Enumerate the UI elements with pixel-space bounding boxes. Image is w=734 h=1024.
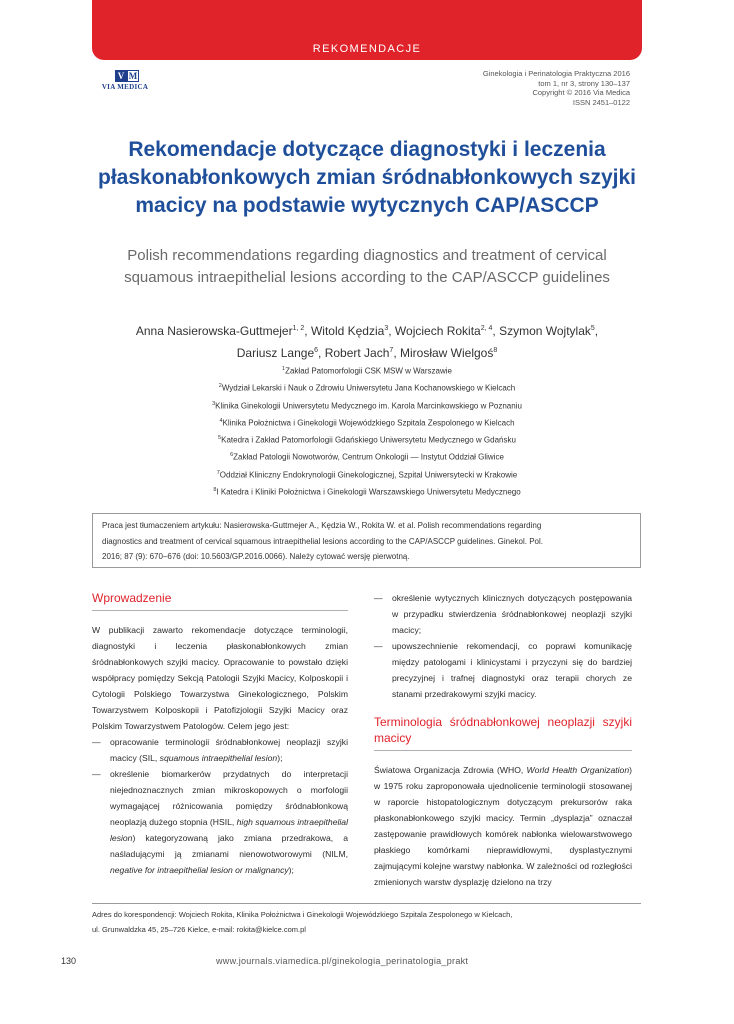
affiliation-item — [92, 362, 642, 379]
author-separator: , — [492, 324, 500, 338]
goal-term: squamous intraepithelial lesion — [159, 753, 278, 763]
publisher-logo — [95, 70, 155, 94]
goal-text: opracowanie terminologii śródnabłonkowej neoplazji szyjki macicy (SIL, — [110, 737, 348, 763]
author-affiliation-ref: 6 — [314, 347, 319, 354]
author-name: Robert Jach — [324, 346, 390, 360]
affiliation-text: Katedra i Zakład Patomorfologii Gdańskiego Uniwersytetu Medycznego w Gdańsku — [221, 435, 516, 445]
terminology-paragraph — [374, 762, 632, 890]
journal-volume: tom 1, nr 3, strony 130–137 — [538, 78, 630, 88]
section-label: REKOMENDACJE — [312, 43, 422, 55]
goal-item — [92, 766, 348, 878]
affiliation-number: 2 — [218, 383, 222, 390]
affiliation-text: Klinika Położnictwa i Ginekologii Wojewódzkiego Szpitala Zespolonego w Kielcach — [222, 418, 515, 428]
affiliation-list — [92, 362, 642, 500]
logo-mark — [115, 70, 139, 83]
goal-term: negative for intraepithelial lesion or malignancy — [110, 865, 289, 875]
section-divider — [92, 610, 348, 611]
author-affiliation-ref: 7 — [389, 347, 394, 354]
correspondence-line-2: ul. Grunwaldzka 45, 25–726 Kielce, e-mail: rokita@kielce.com.pl — [92, 925, 306, 934]
goal-item — [92, 734, 348, 766]
affiliation-text: Zakład Patomorfologii CSK MSW w Warszawie — [285, 366, 452, 376]
author-line-2 — [92, 341, 642, 363]
subtitle-line-1: Polish recommendations regarding diagnostics and treatment of cervical — [127, 247, 607, 264]
author-affiliation-ref: 3 — [384, 325, 389, 332]
affiliation-text: Oddział Kliniczny Endokrynologii Ginekologicznej, Szpital Uniwersytecki w Krakowie — [219, 470, 518, 480]
section-heading-terminology: Terminologia śródnabłonkowej neoplazji szyjki macicy — [374, 715, 632, 745]
journal-copyright: Copyright © 2016 Via Medica — [532, 88, 630, 97]
author-separator: , — [594, 324, 599, 338]
note-line-2: diagnostics and treatment of cervical squamous intraepithelial lesions according to the CAP/ASCCP guidelines. Ginekol. Pol. — [102, 536, 543, 546]
section-divider — [374, 750, 632, 751]
affiliation-text: Zakład Patologii Nowotworów, Centrum Onkologii — Instytut Oddział Gliwice — [233, 452, 504, 462]
paragraph-text: ) w 1975 roku zaproponowała ujednolicenie terminologii stosowanej w raporcie histopatologicznym dotyczącym prekursorów raka płaskonabłonkowego szyjki macicy. Termin „dysplazja” oznaczał zastępowanie prawidłowych komórek nabłonka wielowarstwowego płaskiego komórkami nieprawidłowymi, dysplastycznymi zajmującymi kolejne warstwy nabłonka. W zależności od rozległości zmienionych warstw dysplazję dzielono na trzy — [374, 765, 632, 887]
author-list — [92, 319, 642, 363]
journal-info — [483, 69, 630, 107]
translation-note — [92, 513, 641, 568]
affiliation-number: 1 — [282, 366, 286, 372]
affiliation-text: Klinika Ginekologii Uniwersytetu Medycznego im. Karola Marcinkowskiego w Poznaniu — [215, 401, 522, 411]
goal-text: ) kategoryzowaną jako zmiana przedrakowa, a naśladującymi ją zmianami nienowotworowymi (NILM, — [110, 833, 348, 859]
affiliation-item — [92, 448, 642, 465]
affiliation-item — [92, 414, 642, 431]
paragraph-text: Światowa Organizacja Zdrowia (WHO, — [374, 765, 527, 775]
author-name: Witold Kędzia — [310, 324, 385, 338]
goal-term: high squamous intraepithelial lesion — [110, 817, 348, 843]
affiliation-number: 5 — [218, 435, 222, 441]
author-affiliation-ref: 1, 2 — [292, 325, 305, 332]
title-line-3: macicy na podstawie wytycznych CAP/ASCCP — [135, 194, 599, 217]
subtitle-line-2: squamous intraepithelial lesions according to the CAP/ASCCP guidelines — [124, 269, 610, 286]
header-banner — [92, 0, 642, 60]
affiliation-text: Wydział Lekarski i Nauk o Zdrowiu Uniwersytetu Jana Kochanowskiego w Kielcach — [221, 383, 516, 393]
paragraph-term: World Health Organization — [526, 765, 630, 775]
logo-box-m: M — [128, 71, 138, 81]
author-separator: , — [304, 324, 311, 338]
affiliation-item — [92, 431, 642, 448]
affiliation-item — [92, 379, 642, 396]
correspondence-address — [92, 903, 641, 937]
affiliation-item — [92, 397, 642, 414]
author-affiliation-ref: 2, 4 — [480, 325, 493, 332]
goal-text: określenie biomarkerów przydatnych do interpretacji niejednoznacznych zmian mikroskopowych o morfologii wymagającej różnicowania pomiędzy śródnabłonkową neoplazją dużego stopnia (HSIL, — [110, 769, 348, 827]
author-name: Mirosław Wielgoś — [399, 346, 494, 360]
author-separator: , — [388, 324, 395, 338]
author-name: Dariusz Lange — [236, 346, 315, 360]
correspondence-line-1: Adres do korespondencji: Wojciech Rokita, Klinika Położnictwa i Ginekologii Wojewódzkiego Szpitala Zespolonego w Kielcach, — [92, 910, 513, 919]
logo-box-v: V — [115, 70, 127, 82]
title-line-1: Rekomendacje dotyczące diagnostyki i leczenia — [128, 138, 606, 161]
goals-list — [92, 734, 348, 878]
author-name: Wojciech Rokita — [394, 324, 481, 338]
journal-issn: ISSN 2451–0122 — [572, 97, 630, 107]
left-column — [92, 590, 348, 878]
affiliation-number: 7 — [216, 469, 220, 476]
author-name: Anna Nasierowska-Guttmejer — [135, 324, 293, 338]
affiliation-number: 3 — [212, 400, 216, 407]
logo-text: VIA MEDICA — [101, 83, 149, 91]
affiliation-number: 6 — [230, 452, 234, 459]
author-affiliation-ref: 8 — [493, 347, 498, 354]
note-line-1: Praca jest tłumaczeniem artykułu: Nasierowska-Guttmejer A., Kędzia W., Rokita W. et al. Polish recommendations regarding — [102, 521, 542, 530]
intro-paragraph: W publikacji zawarto rekomendacje dotyczące terminologii, diagnostyki i leczenia płaskonabłonkowych zmian śródnabłonkowych szyjki macicy. Opracowanie to powstało dzięki współpracy pomiędzy Sekcją Patologii Szyjki Macicy, Kolposkopii i Cytologii Polskiego Towarzystwa Ginekologicznego, Polskim Towarzystwem Kolposkopii i Patofizjologii Szyjki Macicy oraz Polskim Towarzystwem Patologów. Celem jego jest: — [92, 625, 348, 731]
affiliation-number: 8 — [213, 486, 217, 493]
journal-name: Ginekologia i Perinatologia Praktyczna 2016 — [482, 69, 630, 78]
page-number: 130 — [61, 956, 77, 966]
affiliation-item — [92, 466, 642, 483]
author-name: Szymon Wojtylak — [499, 324, 591, 338]
affiliation-text: I Katedra i Kliniki Położnictwa i Ginekologii Warszawskiego Uniwersytetu Medycznego — [216, 487, 521, 497]
note-line-3: 2016; 87 (9): 670–676 (doi: 10.5603/GP.2016.0066). Należy cytować wersję pierwotną. — [102, 552, 410, 561]
article-title — [92, 136, 642, 220]
goal-text: ); — [288, 865, 294, 875]
author-line-1 — [92, 319, 642, 341]
english-title — [92, 245, 642, 289]
affiliation-item — [92, 483, 642, 500]
journal-url-link[interactable]: www.journals.viamedica.pl/ginekologia_perinatologia_prakt — [216, 956, 469, 966]
author-separator: , — [318, 346, 325, 360]
affiliation-number: 4 — [219, 417, 223, 424]
title-line-2: płaskonabłonkowych zmian śródnabłonkowych szyjki — [98, 166, 636, 189]
goal-item: — upowszechnienie rekomendacji, co poprawi komunikację między patologami i klinicystami i przyczyni się do bardziej precyzyjnej i trafnej diagnostyki oraz terapii chorych ze stanami przedrakowymi szyjki macicy. — [374, 638, 632, 702]
right-column — [374, 590, 632, 890]
author-affiliation-ref: 5 — [590, 325, 595, 332]
section-heading-introduction: Wprowadzenie — [92, 591, 172, 605]
author-separator: , — [393, 346, 400, 360]
goals-list-continued — [374, 590, 632, 702]
goal-text: ); — [277, 753, 283, 763]
goal-item: — określenie wytycznych klinicznych dotyczących postępowania w przypadku stwierdzenia śródnabłonkowej neoplazji szyjki macicy; — [374, 590, 632, 638]
